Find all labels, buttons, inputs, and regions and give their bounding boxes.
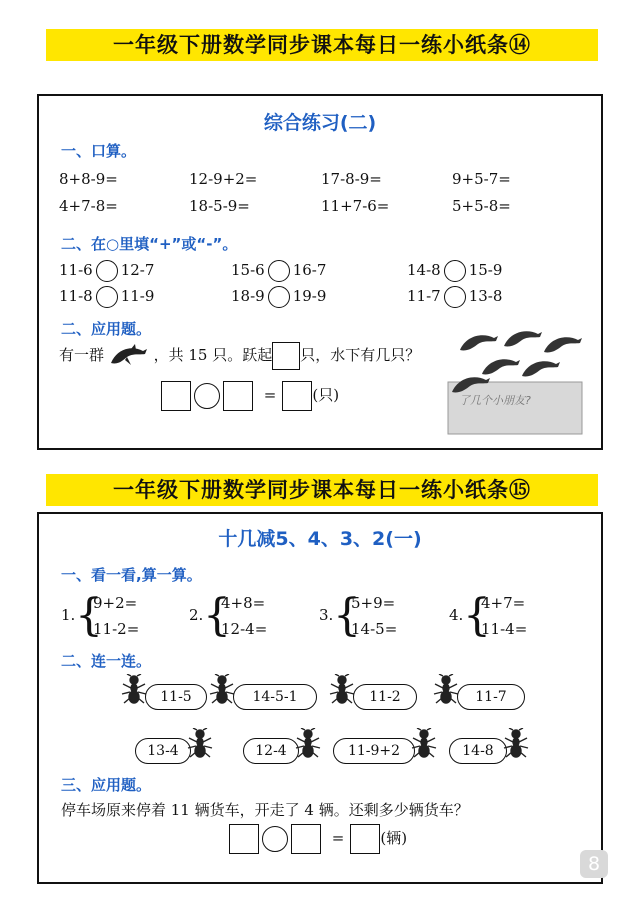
oral-item: 18-5-9= bbox=[189, 197, 250, 215]
answer-box[interactable] bbox=[350, 824, 380, 854]
oral-item: 8+8-9= bbox=[59, 170, 118, 188]
compare-item: 14-8 15-9 bbox=[407, 260, 502, 282]
oral-item: 17-8-9= bbox=[321, 170, 382, 188]
compare-item: 11-7 13-8 bbox=[407, 286, 502, 308]
match-oval[interactable]: 11-9+2 bbox=[333, 738, 415, 764]
oral-item: 4+7-8= bbox=[59, 197, 118, 215]
match-oval[interactable]: 11-7 bbox=[457, 684, 525, 710]
water-caption: 了几个小朋友? bbox=[459, 394, 531, 407]
match-oval[interactable]: 13-4 bbox=[135, 738, 191, 764]
equation-row: = (只) bbox=[161, 381, 339, 411]
oral-item: 9+5-7= bbox=[452, 170, 511, 188]
card2-title: 十几减5、4、3、2(一) bbox=[218, 528, 422, 550]
ant-icon bbox=[295, 728, 321, 758]
match-oval[interactable]: 14-5-1 bbox=[233, 684, 317, 710]
word-problem: 有一群 ，共 15 只。跃起 只，水下有几只？ bbox=[59, 341, 420, 370]
card2-section-match: 二、连一连。 bbox=[61, 652, 152, 670]
oral-item: 11+7-6= bbox=[321, 197, 390, 215]
brace-group: 1. { 9+2= 11-2= bbox=[61, 590, 140, 641]
dolphins-illustration bbox=[446, 326, 586, 438]
card2-section-calc: 一、看一看,算一算。 bbox=[61, 566, 202, 584]
compare-item: 11-6 12-7 bbox=[59, 260, 154, 282]
answer-circle[interactable] bbox=[268, 260, 290, 282]
equation-row: = (辆) bbox=[229, 824, 407, 854]
match-oval[interactable]: 11-5 bbox=[145, 684, 207, 710]
match-oval[interactable]: 11-2 bbox=[353, 684, 417, 710]
answer-box[interactable] bbox=[282, 381, 312, 411]
answer-circle[interactable] bbox=[96, 260, 118, 282]
answer-circle[interactable] bbox=[444, 260, 466, 282]
answer-circle[interactable] bbox=[262, 826, 288, 852]
answer-box[interactable] bbox=[161, 381, 191, 411]
ant-icon bbox=[187, 728, 213, 758]
compare-item: 18-9 19-9 bbox=[231, 286, 326, 308]
answer-circle[interactable] bbox=[96, 286, 118, 308]
ant-icon bbox=[411, 728, 437, 758]
answer-circle[interactable] bbox=[444, 286, 466, 308]
compare-item: 11-8 11-9 bbox=[59, 286, 154, 308]
page-number-badge: 8 bbox=[580, 850, 608, 878]
ant-icon bbox=[329, 674, 355, 704]
card1-title: 综合练习(二) bbox=[263, 112, 377, 134]
ant-icon bbox=[433, 674, 459, 704]
brace-group: 3. { 5+9= 14-5= bbox=[319, 590, 398, 641]
oral-item: 5+5-8= bbox=[452, 197, 511, 215]
oral-item: 12-9+2= bbox=[189, 170, 258, 188]
brace-group: 2. { 4+8= 12-4= bbox=[189, 590, 268, 641]
banner-14: 一年级下册数学同步课本每日一练小纸条⑭ bbox=[46, 29, 598, 61]
card2-section-word: 三、应用题。 bbox=[61, 776, 152, 794]
card1-section-compare: 二、在○里填“+”或“-”。 bbox=[61, 235, 238, 253]
ant-icon bbox=[209, 674, 235, 704]
worksheet-card-14 bbox=[37, 94, 603, 450]
compare-item: 15-6 16-7 bbox=[231, 260, 326, 282]
card1-section-oral: 一、口算。 bbox=[61, 142, 137, 160]
match-oval[interactable]: 14-8 bbox=[449, 738, 507, 764]
card1-section-word: 二、应用题。 bbox=[61, 320, 152, 338]
answer-box[interactable] bbox=[223, 381, 253, 411]
ant-icon bbox=[121, 674, 147, 704]
answer-circle[interactable] bbox=[194, 383, 220, 409]
word-problem: 停车场原来停着 11 辆货车，开走了 4 辆。还剩多少辆货车？ bbox=[61, 801, 469, 819]
answer-box[interactable] bbox=[229, 824, 259, 854]
brace-group: 4. { 4+7= 11-4= bbox=[449, 590, 528, 641]
ant-icon bbox=[503, 728, 529, 758]
answer-circle[interactable] bbox=[268, 286, 290, 308]
answer-box[interactable] bbox=[272, 342, 300, 370]
banner-15: 一年级下册数学同步课本每日一练小纸条⑮ bbox=[46, 474, 598, 506]
answer-box[interactable] bbox=[291, 824, 321, 854]
worksheet-card-15 bbox=[37, 512, 603, 884]
match-oval[interactable]: 12-4 bbox=[243, 738, 299, 764]
dolphin-icon bbox=[109, 343, 149, 369]
